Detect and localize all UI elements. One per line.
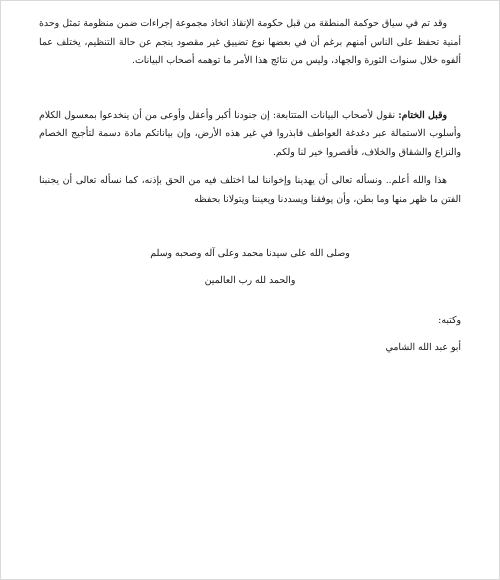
spacer — [39, 264, 461, 272]
document-body — [39, 15, 461, 357]
closing-salutation: وصلى الله على سيدنا محمد وعلى آله وصحبه وسلم — [150, 248, 350, 259]
spacer — [39, 290, 461, 312]
paragraph-closing-remarks — [39, 107, 461, 163]
spacer — [39, 162, 461, 172]
signature-label: وكتبه: — [438, 315, 461, 326]
spacer — [39, 71, 461, 107]
spacer — [39, 331, 461, 339]
closing-praise: والحمد لله رب العالمين — [204, 274, 296, 286]
closing-remarks-text: نقول لأصحاب البيانات المتتابعة: إن جنودنا أكبر وأعقل وأوعى من أن ينخدعوا بمعسول الكلام وأسلوب الاستمالة عبر دغدغة العواطف فابذروا في غير هذه الأرض، وإن بياناتكم مادة دسمة لتأجيج الخصام والنزاع والشقاق والخلاف، فأقصروا خير لنا ولكم. — [39, 109, 461, 158]
paragraph-governance: وقد تم في سياق حوكمة المنطقة من قبل حكومة الإنقاذ اتخاذ مجموعة إجراءات ضمن منظومة تمثل وحدة أمنية تحفظ على الناس أمنهم برغم أن في بعضها نوع تضييق غير مقصود ينجم عن حالة التنظيم، يختلف عما ألفوه خلال سنوات الثورة والجهاد، وليس من نتائج هذا الأمر ما توهمه أصحاب البيانات. — [39, 18, 461, 66]
paragraph-supplication: هذا والله أعلم.. ونسأله تعالى أن يهدينا وإخواننا لما اختلف فيه من الحق بإذنه، كما نسأله تعالى أن يجنبنا الفتن ما ظهر منها وما بطن، وأن يوفقنا ويسددنا ويعيننا ويتولانا بحفظه — [39, 175, 461, 205]
signature-name: أبو عبد الله الشامي — [385, 341, 461, 353]
spacer — [39, 209, 461, 245]
closing-remarks-heading: وقبل الختام: — [398, 109, 447, 121]
